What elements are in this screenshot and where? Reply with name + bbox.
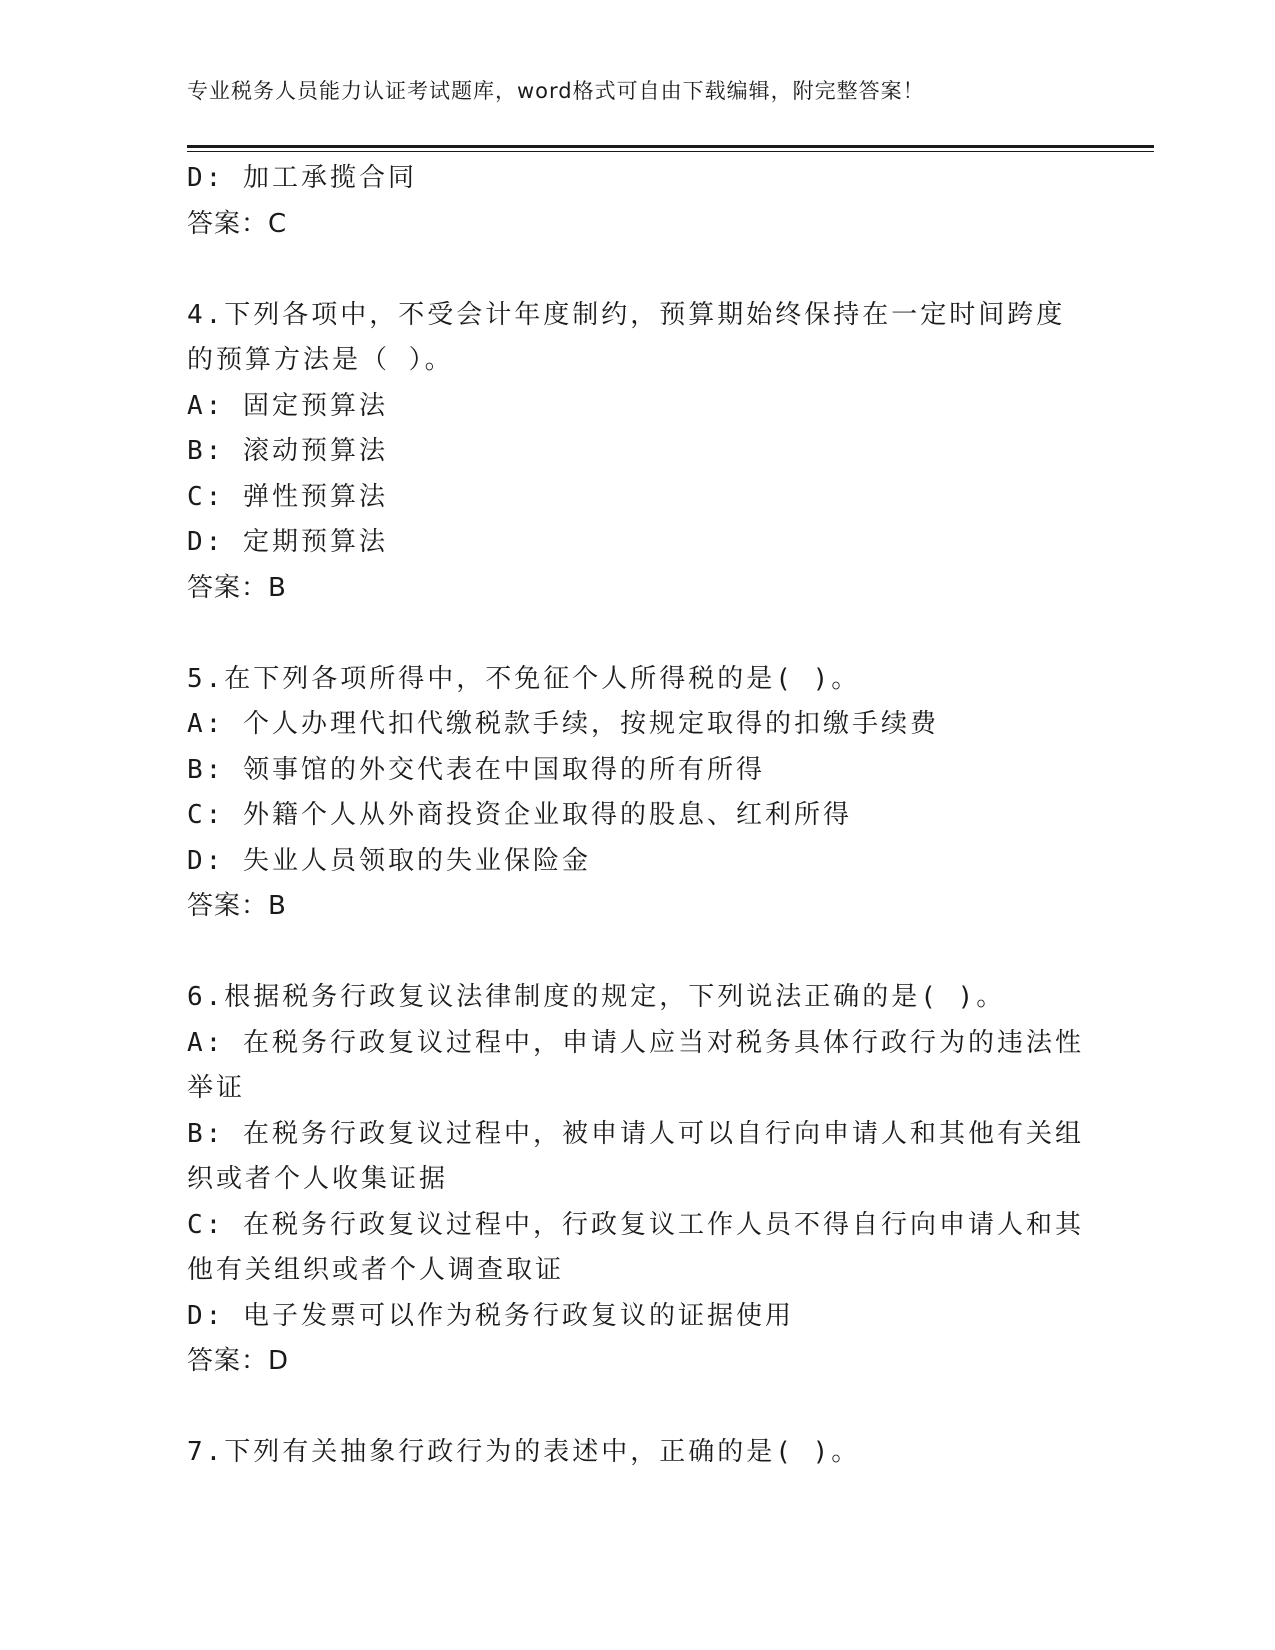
option-c-q4: C: 弹性预算法	[187, 481, 388, 512]
question-6-text: 6.根据税务行政复议法律制度的规定，下列说法正确的是( )。	[187, 982, 1006, 1012]
option-b-q5: B: 领事馆的外交代表在中国取得的所有所得	[187, 754, 765, 785]
answer-q3: 答案：C	[187, 208, 288, 239]
page-header-title: 专业税务人员能力认证考试题库，word格式可自由下载编辑，附完整答案！	[187, 79, 925, 103]
answer-q6: 答案：D	[187, 1346, 290, 1376]
spacer	[187, 930, 1087, 976]
option-c-q6: C: 在税务行政复议过程中，行政复议工作人员不得自行向申请人和其	[187, 1209, 1084, 1240]
spacer	[187, 611, 1087, 657]
question-4-text: 4.下列各项中，不受会计年度制约，预算期始终保持在一定时间跨度	[187, 299, 1066, 330]
option-d-q6: D: 电子发票可以作为税务行政复议的证据使用	[187, 1300, 794, 1331]
option-b-q6-cont: 织或者个人收集证据	[187, 1164, 449, 1194]
option-c-q6-cont: 他有关组织或者个人调查取证	[187, 1255, 565, 1285]
exam-content	[187, 156, 1087, 1476]
option-b-q6: B: 在税务行政复议过程中，被申请人可以自行向申请人和其他有关组	[187, 1118, 1084, 1149]
option-d-q5: D: 失业人员领取的失业保险金	[187, 845, 591, 876]
option-a-q6-cont: 举证	[187, 1073, 246, 1103]
option-d-q4: D: 定期预算法	[187, 527, 388, 557]
option-a-q6: A: 在税务行政复议过程中，申请人应当对税务具体行政行为的违法性	[187, 1027, 1084, 1058]
question-4-text-cont: 的预算方法是（ ）。	[187, 345, 454, 375]
option-b-q4: B: 滚动预算法	[187, 436, 388, 466]
option-a-q5: A: 个人办理代扣代缴税款手续，按规定取得的扣缴手续费	[187, 709, 939, 739]
spacer	[187, 247, 1087, 293]
answer-q4: 答案：B	[187, 572, 287, 603]
answer-q5: 答案：B	[187, 891, 287, 921]
option-d-q3: D: 加工承揽合同	[187, 163, 417, 193]
option-a-q4: A: 固定预算法	[187, 390, 388, 421]
question-7-text: 7.下列有关抽象行政行为的表述中，正确的是( )。	[187, 1437, 861, 1467]
option-c-q5: C: 外籍个人从外商投资企业取得的股息、红利所得	[187, 800, 852, 830]
header-divider	[187, 145, 1154, 148]
spacer	[187, 1385, 1087, 1431]
question-5-text: 5.在下列各项所得中，不免征个人所得税的是( )。	[187, 663, 861, 694]
